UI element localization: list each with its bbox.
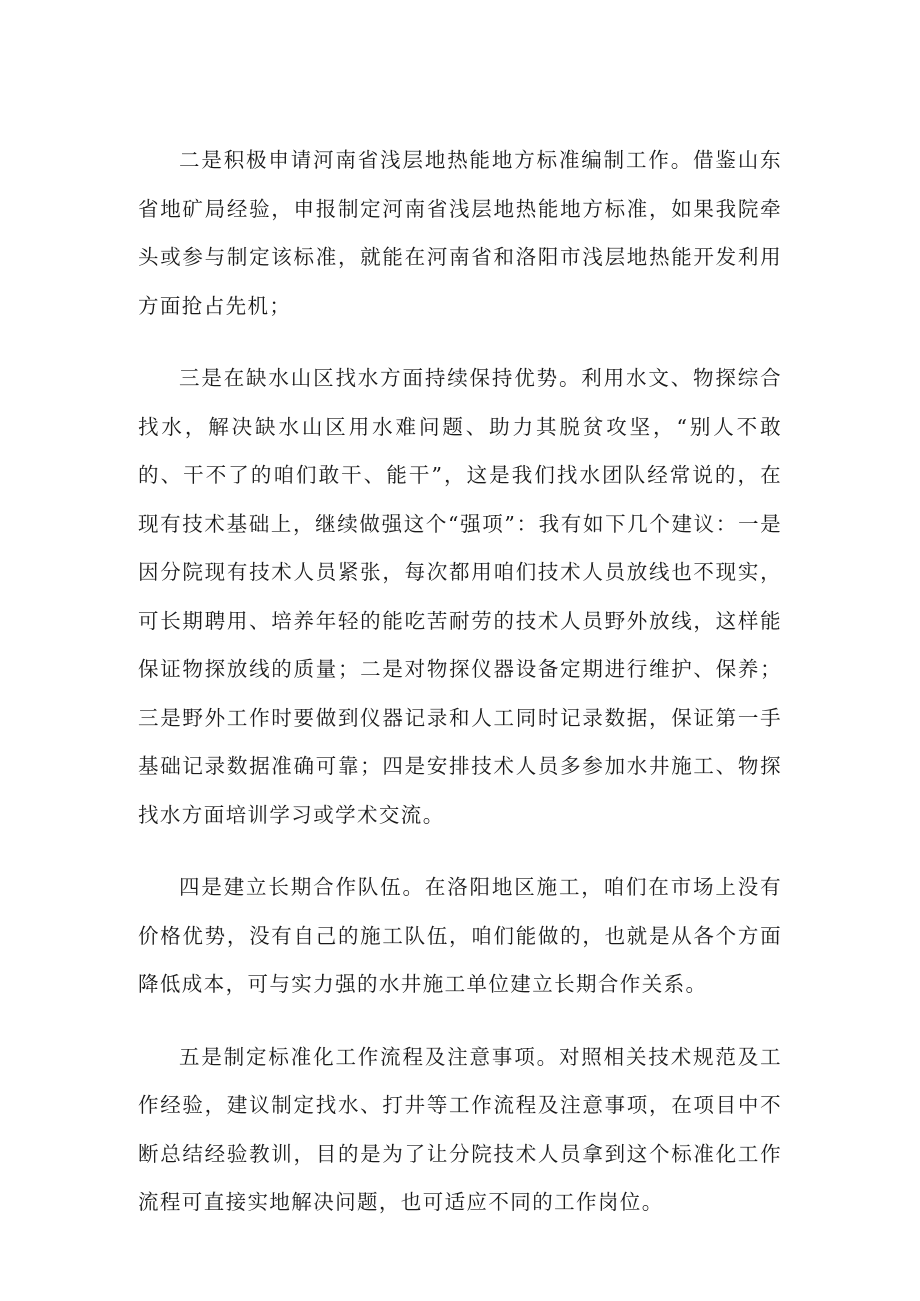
paragraph-5-standard-workflow: 五是制定标准化工作流程及注意事项。对照相关技术规范及工作经验，建议制定找水、打井等工作流程及注意事项，在项目中不断总结经验教训，目的是为了让分院技术人员拿到这个标准化工作流程可直接实地解决问题，也可适应不同的工作岗位。 (138, 1044, 782, 1214)
document-body (138, 136, 782, 1251)
paragraph-2-apply-standard: 二是积极申请河南省浅层地热能地方标准编制工作。借鉴山东省地矿局经验，申报制定河南省浅层地热能地方标准，如果我院牵头或参与制定该标准，就能在河南省和洛阳市浅层地热能开发利用方面抢占先机； (138, 148, 782, 318)
paragraph-4-cooperation-team: 四是建立长期合作队伍。在洛阳地区施工，咱们在市场上没有价格优势，没有自己的施工队伍，咱们能做的，也就是从各个方面降低成本，可与实力强的水井施工单位建立长期合作关系。 (138, 875, 782, 996)
paragraph-3-water-search: 三是在缺水山区找水方面持续保持优势。利用水文、物探综合找水，解决缺水山区用水难问题、助力其脱贫攻坚，“别人不敢的、干不了的咱们敢干、能干”，这是我们找水团队经常说的，在现有技术基础上，继续做强这个“强项”：我有如下几个建议：一是因分院现有技术人员紧张，每次都用咱们技术人员放线也不现实，可长期聘用、培养年轻的能吃苦耐劳的技术人员野外放线，这样能保证物探放线的质量；二是对物探仪器设备定期进行维护、保养；三是野外工作时要做到仪器记录和人工同时记录数据，保证第一手基础记录数据准确可靠；四是安排技术人员多参加水井施工、物探找水方面培训学习或学术交流。 (138, 366, 782, 827)
